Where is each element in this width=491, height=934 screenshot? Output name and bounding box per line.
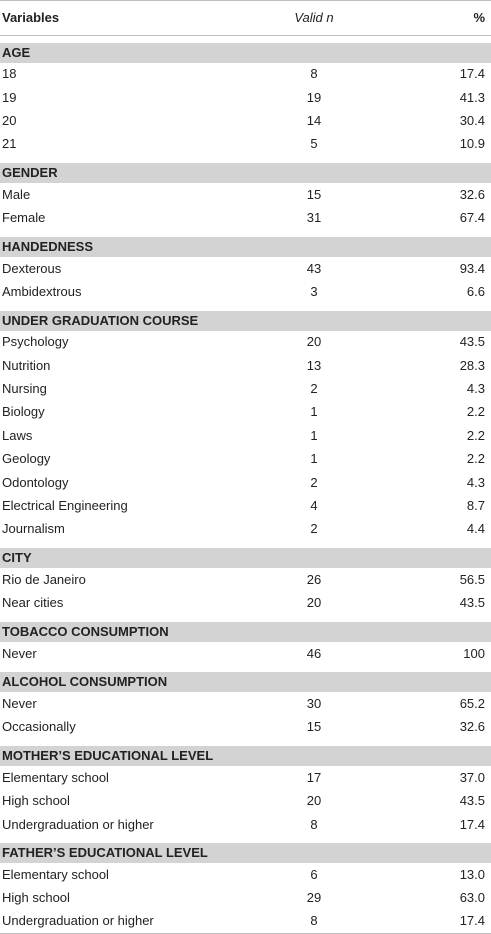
row-label: 20 [2, 112, 17, 128]
row-valid-n: 3 [310, 283, 318, 299]
row-valid-n: 20 [306, 793, 322, 809]
row-percent: 30.4 [459, 112, 485, 128]
row-label: Never [2, 645, 37, 661]
row-percent: 2.2 [466, 404, 485, 420]
row-valid-n: 13 [306, 357, 322, 373]
section-title: TOBACCO CONSUMPTION [0, 622, 491, 642]
section-title: ALCOHOL CONSUMPTION [0, 672, 491, 692]
header-valid-n: Valid n [226, 1, 406, 36]
section-spacer [0, 230, 491, 237]
section-header-row [0, 237, 491, 257]
table-row [0, 813, 491, 836]
row-percent: 56.5 [459, 571, 485, 587]
section-title: CITY [0, 548, 491, 568]
row-percent: 28.3 [459, 357, 485, 373]
row-label: Undergraduation or higher [0, 910, 226, 933]
row-valid-n: 19 [306, 89, 322, 105]
row-percent: 4.3 [466, 474, 485, 490]
table-row [0, 424, 491, 447]
row-percent: 67.4 [459, 210, 485, 226]
row-label: Male [2, 186, 31, 202]
row-percent: 17.4 [406, 910, 491, 933]
row-percent: 2.2 [466, 451, 485, 467]
row-percent: 41.3 [459, 89, 485, 105]
row-valid-n: 8 [226, 910, 406, 933]
section-spacer [0, 836, 491, 843]
header-percent: % [406, 1, 491, 36]
table-row [0, 183, 491, 206]
table-row [0, 642, 491, 665]
section-title: FATHER’S EDUCATIONAL LEVEL [0, 843, 491, 863]
row-label: Elementary school [2, 769, 109, 785]
row-label: Biology [2, 404, 45, 420]
row-valid-n: 30 [306, 696, 322, 711]
row-label: Laws [2, 427, 33, 443]
section-spacer [0, 156, 491, 163]
section-spacer [0, 36, 491, 43]
table-row [0, 887, 491, 910]
table-row [0, 518, 491, 541]
row-valid-n: 43 [306, 260, 322, 276]
row-percent: 10.9 [459, 136, 485, 152]
section-header-row [0, 43, 491, 63]
row-label: Geology [2, 451, 51, 467]
row-percent: 37.0 [459, 769, 485, 785]
row-percent: 93.4 [459, 260, 485, 276]
row-label: Never [2, 696, 37, 711]
row-label: Near cities [2, 595, 64, 611]
row-percent: 32.6 [459, 719, 485, 735]
row-label: Rio de Janeiro [2, 571, 86, 587]
section-header-row [0, 311, 491, 331]
table-row [0, 331, 491, 354]
row-valid-n: 5 [310, 136, 318, 152]
row-percent: 100 [463, 645, 485, 661]
section-spacer [0, 541, 491, 548]
table-row [0, 109, 491, 132]
table-row [0, 692, 491, 715]
row-valid-n: 1 [310, 451, 318, 467]
row-label: Occasionally [2, 719, 76, 735]
section-spacer [0, 304, 491, 311]
section-header-row [0, 672, 491, 692]
row-label: High school [2, 793, 70, 809]
table-row [0, 592, 491, 615]
table-row [0, 471, 491, 494]
section-header-row [0, 622, 491, 642]
row-valid-n: 8 [310, 816, 318, 832]
table-row [0, 354, 491, 377]
table-row [0, 63, 491, 86]
table-row [0, 401, 491, 424]
section-header-row [0, 163, 491, 183]
row-percent: 43.5 [459, 334, 485, 350]
row-valid-n: 1 [310, 427, 318, 443]
table-row [0, 494, 491, 517]
table-row [0, 206, 491, 229]
table-row [0, 86, 491, 109]
row-valid-n: 8 [310, 66, 318, 82]
row-percent: 4.3 [466, 381, 485, 397]
row-percent: 2.2 [466, 427, 485, 443]
row-percent: 17.4 [459, 66, 485, 82]
row-valid-n: 20 [306, 334, 322, 350]
table-row [0, 863, 491, 886]
row-label: Nursing [2, 381, 47, 397]
row-percent: 63.0 [459, 890, 485, 906]
row-percent: 8.7 [466, 498, 485, 514]
row-percent: 13.0 [459, 866, 485, 882]
section-title: GENDER [0, 163, 491, 183]
row-label: Psychology [2, 334, 69, 350]
table-row [0, 280, 491, 303]
row-label: 19 [2, 89, 17, 105]
row-valid-n: 31 [306, 210, 322, 226]
section-spacer [0, 615, 491, 622]
row-label: 18 [2, 66, 17, 82]
section-title: HANDEDNESS [0, 237, 491, 257]
row-valid-n: 20 [306, 595, 322, 611]
row-percent: 65.2 [459, 696, 485, 711]
table-header [0, 1, 491, 36]
row-percent: 17.4 [459, 816, 485, 832]
row-valid-n: 17 [306, 769, 322, 785]
table-row [0, 568, 491, 591]
row-valid-n: 15 [306, 719, 322, 735]
section-title: AGE [0, 43, 491, 63]
row-label: Dexterous [2, 260, 62, 276]
row-valid-n: 46 [306, 645, 322, 661]
row-label: Odontology [2, 474, 69, 490]
row-valid-n: 15 [306, 186, 322, 202]
row-label: Undergraduation or higher [2, 816, 154, 832]
table-body [0, 36, 491, 934]
row-label: Nutrition [2, 357, 51, 373]
row-valid-n: 2 [310, 521, 318, 537]
row-percent: 43.5 [459, 595, 485, 611]
row-valid-n: 2 [310, 474, 318, 490]
row-label: Elementary school [2, 866, 109, 882]
section-header-row [0, 548, 491, 568]
table-row [0, 377, 491, 400]
row-label: High school [2, 890, 70, 906]
row-valid-n: 1 [310, 404, 318, 420]
row-label: Journalism [2, 521, 65, 537]
table-row [0, 716, 491, 739]
table-row [0, 789, 491, 812]
section-header-row [0, 843, 491, 863]
row-percent: 4.4 [466, 521, 485, 537]
section-header-row [0, 746, 491, 766]
row-valid-n: 6 [310, 866, 318, 882]
row-percent: 32.6 [459, 186, 485, 202]
row-valid-n: 26 [306, 571, 322, 587]
row-valid-n: 14 [306, 112, 322, 128]
row-label: Female [2, 210, 46, 226]
row-percent: 43.5 [459, 793, 485, 809]
table-row [0, 133, 491, 156]
row-label: Electrical Engineering [2, 498, 128, 514]
row-valid-n: 4 [310, 498, 318, 514]
row-valid-n: 2 [310, 381, 318, 397]
section-title: UNDER GRADUATION COURSE [0, 311, 491, 331]
section-title: MOTHER’S EDUCATIONAL LEVEL [0, 746, 491, 766]
table-row [0, 766, 491, 789]
section-spacer [0, 739, 491, 746]
row-label: 21 [2, 136, 17, 152]
row-label: Ambidextrous [2, 283, 82, 299]
table-row [0, 448, 491, 471]
section-spacer [0, 665, 491, 672]
header-variables: Variables [0, 1, 226, 36]
row-percent: 6.6 [466, 283, 485, 299]
table-row [0, 257, 491, 280]
row-valid-n: 29 [306, 890, 322, 906]
